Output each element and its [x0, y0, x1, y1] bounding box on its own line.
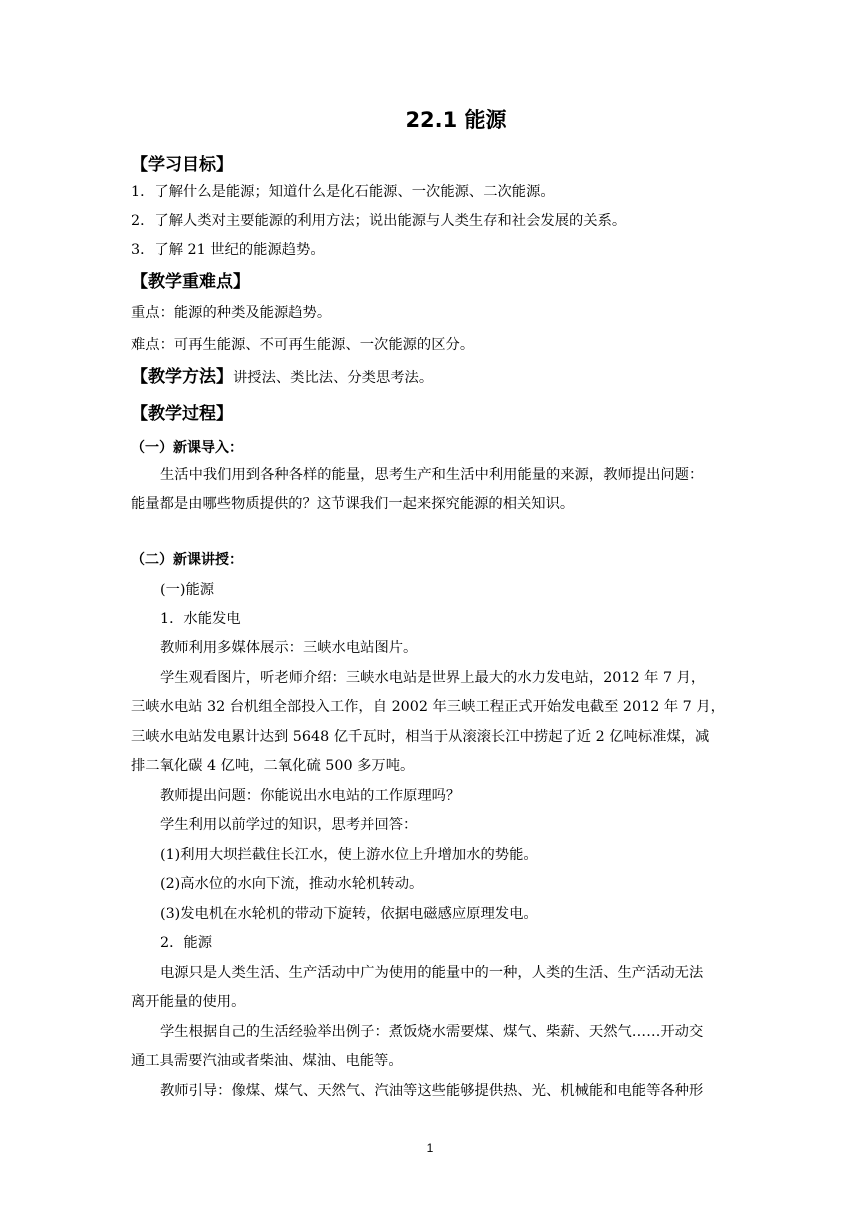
section-hydropower: 1．水能发电 — [160, 611, 241, 627]
paragraph-watch-line-3: 三峡水电站发电累计达到 5648 亿千瓦时，相当于从滚滚长江中捞起了近 2 亿吨标准煤，减 — [131, 729, 710, 745]
goal-item-3: 3．了解 21 世纪的能源趋势。 — [131, 242, 325, 258]
paragraph-guide-line-1: 教师引导：像煤、煤气、天然气、汽油等这些能够提供热、光、机械能和电能等各种形 — [160, 1083, 704, 1099]
goal-item-2: 2．了解人类对主要能源的利用方法；说出能源与人类生存和社会发展的关系。 — [131, 213, 627, 229]
methods-text: 讲授法、类比法、分类思考法。 — [233, 370, 434, 386]
paragraph-watch-line-4: 排二氧化碳 4 亿吨，二氧化硫 500 多万吨。 — [131, 758, 415, 774]
section-energy: (一)能源 — [160, 582, 215, 598]
goal-item-1: 1．了解什么是能源；知道什么是化石能源、一次能源、二次能源。 — [131, 184, 555, 200]
intro-heading: （一）新课导入： — [131, 440, 243, 456]
answer-item-1: (1)利用大坝拦截住长江水，使上游水位上升增加水的势能。 — [160, 847, 538, 863]
methods-line — [131, 367, 741, 388]
paragraph-example-line-1: 学生根据自己的生活经验举出例子：煮饭烧水需要煤、煤气、柴薪、天然气……开动交 — [160, 1024, 704, 1040]
lecture-heading: （二）新课讲授： — [131, 552, 243, 568]
section-energy-sources: 2．能源 — [160, 935, 212, 951]
paragraph-watch-line-1: 学生观看图片，听老师介绍：三峡水电站是世界上最大的水力发电站，2012 年 7 月， — [160, 670, 706, 686]
page-number: 1 — [426, 1141, 434, 1155]
methods-heading: 【教学方法】 — [131, 367, 233, 387]
paragraph-energy-line-2: 离开能量的使用。 — [131, 994, 246, 1010]
paragraph-example-line-2: 通工具需要汽油或者柴油、煤油、电能等。 — [131, 1053, 403, 1069]
intro-paragraph-line-1: 生活中我们用到各种各样的能量，思考生产和生活中利用能量的来源，教师提出问题： — [160, 467, 704, 483]
answer-item-2: (2)高水位的水向下流，推动水轮机转动。 — [160, 876, 424, 892]
paragraph-show: 教师利用多媒体展示：三峡水电站图片。 — [160, 640, 418, 656]
page-title: 22.1 能源 — [405, 108, 507, 132]
paragraph-watch-line-2: 三峡水电站 32 台机组全部投入工作，自 2002 年三峡工程正式开始发电截至 2012 年 7 月， — [131, 699, 725, 715]
keypoints-focus: 重点：能源的种类及能源趋势。 — [131, 305, 332, 321]
goals-heading: 【学习目标】 — [131, 155, 233, 175]
paragraph-answer-intro: 学生利用以前学过的知识，思考并回答： — [160, 817, 418, 833]
intro-paragraph-line-2: 能量都是由哪些物质提供的？这节课我们一起来探究能源的相关知识。 — [131, 496, 575, 512]
paragraph-energy-line-1: 电源只是人类生活、生产活动中广为使用的能量中的一种，人类的生活、生产活动无法 — [160, 965, 704, 981]
keypoints-difficulty: 难点：可再生能源、不可再生能源、一次能源的区分。 — [131, 337, 475, 353]
answer-item-3: (3)发电机在水轮机的带动下旋转，依据电磁感应原理发电。 — [160, 906, 538, 922]
paragraph-question: 教师提出问题：你能说出水电站的工作原理吗？ — [160, 788, 461, 804]
keypoints-heading: 【教学重难点】 — [131, 272, 250, 292]
process-heading: 【教学过程】 — [131, 404, 233, 424]
